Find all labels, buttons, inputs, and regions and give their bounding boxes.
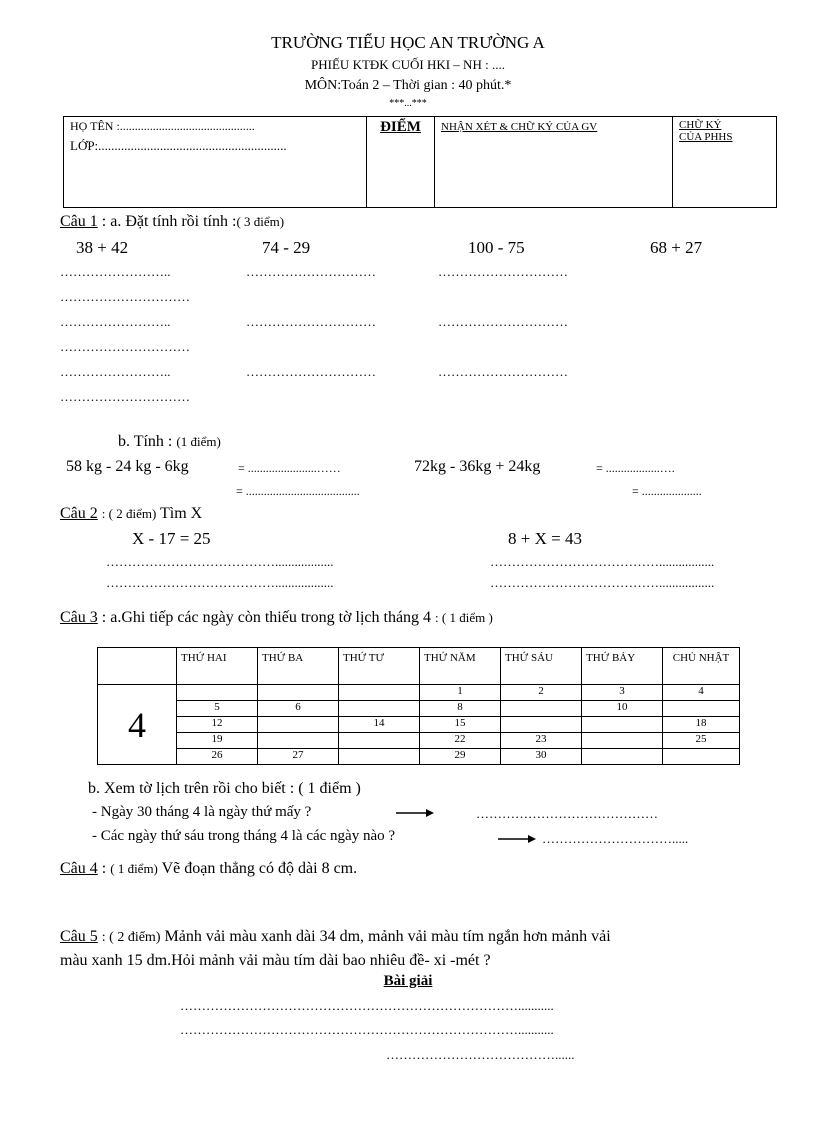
q1b-heading — [118, 433, 221, 451]
info-box — [63, 116, 777, 208]
calendar-cell[interactable]: 22 — [420, 733, 501, 749]
solution-line[interactable]: …………………………………...... — [386, 1047, 575, 1062]
q1-title: : a. Đặt tính rồi tính : — [97, 213, 237, 230]
calendar-cell[interactable] — [339, 733, 420, 749]
answer-line[interactable]: ………………………… — [60, 339, 190, 354]
q4-drawing-area[interactable] — [60, 885, 760, 925]
calendar-cell[interactable] — [339, 749, 420, 765]
day-header: THỨ TƯ — [339, 648, 420, 685]
q1b-points: (1 điểm) — [176, 434, 221, 449]
q3b-question-2: - Các ngày thứ sáu trong tháng 4 là các ngày nào ? — [92, 828, 396, 844]
q5-label: Câu 5 — [60, 928, 98, 945]
parent-sign-cell[interactable] — [673, 117, 777, 208]
arrow-right-icon — [498, 832, 536, 850]
answer-line[interactable]: ………………………… — [60, 289, 190, 304]
day-header: THỨ BA — [258, 648, 339, 685]
solution-heading — [0, 973, 816, 990]
q2-heading — [60, 505, 202, 523]
calendar-cell[interactable] — [582, 717, 663, 733]
q1b-expr-2: 72kg - 36kg + 24kg — [414, 458, 541, 475]
score-cell[interactable] — [367, 117, 435, 208]
calendar-cell[interactable] — [501, 717, 582, 733]
q1b-answer-1b[interactable]: = ...................................... — [236, 484, 360, 498]
q2-expr-2: 8 + X = 43 — [508, 529, 582, 548]
calendar-cell[interactable]: 5 — [177, 701, 258, 717]
exam-title: PHIẾU KTĐK CUỐI HKI – NH : .... — [311, 57, 505, 72]
answer-line[interactable]: ………………………… — [438, 314, 568, 329]
teacher-label: NHẬN XÉT & CHỮ KÝ CỦA GV — [441, 121, 598, 133]
calendar-cell[interactable] — [258, 717, 339, 733]
q1-heading — [60, 213, 284, 231]
q5-points: : ( 2 điểm) — [101, 930, 161, 945]
parent-label-1: CHỮ KÝ — [679, 119, 722, 131]
day-header: CHỦ NHẬT — [663, 648, 740, 685]
q4-points: ( 1 điểm) — [110, 861, 158, 876]
calendar-cell[interactable] — [339, 701, 420, 717]
calendar-cell[interactable]: 6 — [258, 701, 339, 717]
calendar-cell[interactable] — [177, 685, 258, 701]
answer-line[interactable]: …………………….. — [60, 364, 171, 379]
answer-line[interactable]: …………………….. — [60, 314, 171, 329]
q5-text-2: màu xanh 15 dm.Hỏi mảnh vải màu tím dài bao nhiêu đề- xi -mét ? — [60, 952, 491, 969]
calendar-cell[interactable]: 30 — [501, 749, 582, 765]
calendar-cell[interactable]: 12 — [177, 717, 258, 733]
q3-label: Câu 3 — [60, 609, 98, 626]
calendar-table — [97, 647, 740, 765]
calendar-cell[interactable]: 27 — [258, 749, 339, 765]
q1-expr-2: 74 - 29 — [262, 238, 311, 257]
q2-label: Câu 2 — [60, 505, 98, 522]
answer-line[interactable]: ………………………… — [438, 364, 568, 379]
q2-expr-1: X - 17 = 25 — [132, 529, 211, 548]
q1b-answer-2b[interactable]: = .................... — [632, 484, 702, 498]
q1-points: ( 3 điểm) — [236, 214, 285, 229]
name-field[interactable]: HỌ TÊN :............................................. — [70, 119, 255, 133]
day-header: THỨ SÁU — [501, 648, 582, 685]
q3-points: : ( 1 điểm ) — [435, 610, 493, 625]
class-field[interactable]: LỚP:.......................................................... — [70, 138, 287, 153]
month-number: 4 — [98, 685, 177, 765]
q2-points: : ( 2 điểm) — [101, 506, 157, 521]
q5-text-1: Mảnh vải màu xanh dài 34 dm, mảnh vải màu tím ngắn hơn mảnh vải — [164, 928, 611, 945]
calendar-cell[interactable] — [663, 701, 740, 717]
student-info-cell — [64, 117, 367, 208]
calendar-cell[interactable] — [258, 685, 339, 701]
teacher-comment-cell[interactable] — [435, 117, 673, 208]
day-header: THỨ BẢY — [582, 648, 663, 685]
q2-answer-line[interactable]: ………………………………….................. — [106, 575, 334, 590]
q2-answer-line[interactable]: …………………………………................. — [490, 575, 715, 590]
q3b-title: b. Xem tờ lịch trên rồi cho biết : ( 1 điểm ) — [88, 780, 361, 797]
answer-line[interactable]: ………………………… — [246, 264, 376, 279]
star-divider: ***...*** — [389, 98, 427, 109]
q1b-expr-1: 58 kg - 24 kg - 6kg — [66, 458, 189, 475]
calendar-cell[interactable]: 26 — [177, 749, 258, 765]
calendar-cell[interactable]: 8 — [420, 701, 501, 717]
q3b-answer-1[interactable]: …………………………………… — [476, 806, 658, 821]
q1b-title: b. Tính : — [118, 433, 173, 450]
calendar-cell[interactable]: 4 — [663, 685, 740, 701]
q1-expr-1: 38 + 42 — [76, 238, 129, 257]
answer-line[interactable]: ………………………… — [60, 389, 190, 404]
calendar-cell[interactable]: 10 — [582, 701, 663, 717]
q3-heading — [60, 609, 493, 627]
calendar-cell[interactable] — [501, 701, 582, 717]
q2-answer-line[interactable]: …………………………………................. — [490, 554, 715, 569]
solution-line[interactable]: ……………………………………………………………………........... — [180, 1022, 554, 1037]
calendar-cell[interactable]: 23 — [501, 733, 582, 749]
calendar-cell[interactable]: 1 — [420, 685, 501, 701]
calendar-cell[interactable]: 19 — [177, 733, 258, 749]
q4-label: Câu 4 — [60, 860, 98, 877]
calendar-cell[interactable] — [663, 749, 740, 765]
calendar-cell[interactable]: 18 — [663, 717, 740, 733]
calendar-cell[interactable] — [258, 733, 339, 749]
q1-expr-3: 100 - 75 — [468, 238, 525, 257]
solution-line[interactable]: ……………………………………………………………………........... — [180, 998, 554, 1013]
q3-title: : a.Ghi tiếp các ngày còn thiếu trong tờ lịch tháng 4 — [97, 609, 432, 626]
calendar-cell[interactable]: 2 — [501, 685, 582, 701]
answer-line[interactable]: ………………………… — [438, 264, 568, 279]
day-header: THỨ HAI — [177, 648, 258, 685]
calendar-cell[interactable]: 14 — [339, 717, 420, 733]
q1b-answer-2[interactable]: = ..................…. — [596, 461, 675, 475]
solution-label: Bài giải — [383, 973, 433, 989]
calendar-cell[interactable]: 15 — [420, 717, 501, 733]
calendar-cell[interactable]: 3 — [582, 685, 663, 701]
calendar-cell[interactable]: 29 — [420, 749, 501, 765]
q3b-answer-2[interactable]: …………………………..... — [542, 831, 689, 846]
calendar-cell[interactable]: 25 — [663, 733, 740, 749]
day-header: THỨ NĂM — [420, 648, 501, 685]
answer-line[interactable]: ………………………… — [246, 314, 376, 329]
calendar-cell[interactable] — [339, 685, 420, 701]
q2-answer-line[interactable]: ………………………………….................. — [106, 554, 334, 569]
score-label: ĐIỂM — [380, 119, 421, 135]
q3b-question-1: - Ngày 30 tháng 4 là ngày thứ mấy ? — [92, 804, 312, 820]
calendar-cell[interactable] — [582, 749, 663, 765]
arrow-right-icon — [396, 806, 434, 824]
q4-text: Vẽ đoạn thẳng có độ dài 8 cm. — [161, 860, 358, 877]
answer-line[interactable]: …………………….. — [60, 264, 171, 279]
q4-heading: Câu 4 : ( 1 điểm) Vẽ đoạn thẳng có độ dài 8 cm. — [60, 860, 358, 877]
q1-expr-4: 68 + 27 — [650, 238, 703, 257]
school-name: TRƯỜNG TIỂU HỌC AN TRƯỜNG A — [271, 33, 545, 52]
subject-line: MÔN:Toán 2 – Thời gian : 40 phút.* — [304, 78, 512, 93]
calendar-corner — [98, 648, 177, 685]
q1b-answer-1[interactable]: = .......................…… — [238, 461, 341, 475]
q1-label: Câu 1 — [60, 213, 98, 230]
q5-heading — [60, 928, 611, 946]
q2-title: Tìm X — [160, 505, 203, 522]
answer-line[interactable]: ………………………… — [246, 364, 376, 379]
calendar-cell[interactable] — [582, 733, 663, 749]
parent-label-2: CỦA PHHS — [679, 131, 733, 143]
